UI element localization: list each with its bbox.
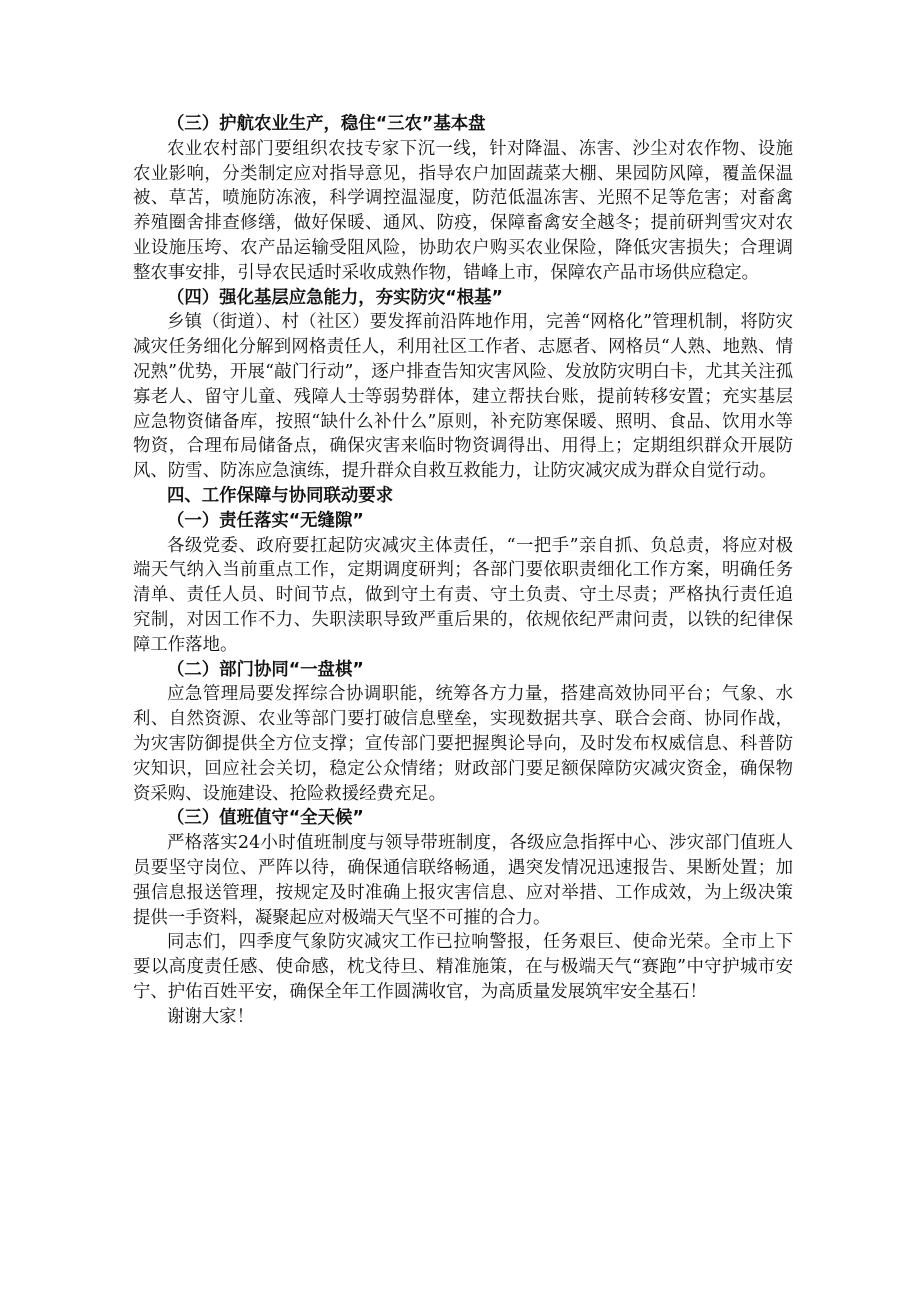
section-heading-guarantees: 四、工作保障与协同联动要求 — [167, 485, 394, 506]
document-body — [133, 112, 793, 1029]
subsection-heading-grassroots: （四）强化基层应急能力，夯实防灾“根基” — [167, 287, 503, 308]
paragraph-closing: 同志们，四季度气象防灾减灾工作已拉响警报，任务艰巨、使命光荣。全市上下要以高度责任感、使命感，枕戈待旦、精准施策，在与极端天气“赛跑”中守护城市安宁、护佑百姓平安，确保全年工作圆满收官，为高质量发展筑牢安全基石！ — [133, 932, 793, 1002]
paragraph-responsibility: 各级党委、政府要扛起防灾减灾主体责任，“一把手”亲自抓、负总责，将应对极端天气纳入当前重点工作，定期调度研判；各部门要依职责细化工作方案，明确任务清单、责任人员、时间节点，做到守土有责、守土负责、守土尽责；严格执行责任追究制，对因工作不力、失职渎职导致严重后果的，依规依纪严肃问责，以铁的纪律保障工作落地。 — [133, 535, 793, 655]
paragraph-thanks: 谢谢大家！ — [167, 1006, 254, 1027]
paragraph-duty: 严格落实24小时值班制度与领导带班制度，各级应急指挥中心、涉灾部门值班人员要坚守岗位、严阵以待，确保通信联络畅通，遇突发情况迅速报告、果断处置；加强信息报送管理，按规定及时准确上报灾害信息、应对举措、工作成效，为上级决策提供一手资料，凝聚起应对极端天气坚不可摧的合力。 — [133, 833, 793, 928]
paragraph-agriculture: 农业农村部门要组织农技专家下沉一线，针对降温、冻害、沙尘对农作物、设施农业影响，分类制定应对指导意见，指导农户加固蔬菜大棚、果园防风障，覆盖保温被、草苫，喷施防冻液，科学调控温湿度，防范低温冻害、光照不足等危害；对畜禽养殖圈舍排查修缮，做好保暖、通风、防疫，保障畜禽安全越冬；提前研判雪灾对农业设施压垮、农产品运输受阻风险，协助农户购买农业保险，降低灾害损失；合理调整农事安排，引导农民适时采收成熟作物，错峰上市，保障农产品市场供应稳定。 — [133, 138, 793, 283]
paragraph-coordination: 应急管理局要发挥综合协调职能，统筹各方力量，搭建高效协同平台；气象、水利、自然资源、农业等部门要打破信息壁垒，实现数据共享、联合会商、协同作战，为灾害防御提供全方位支撑；宣传部门要把握舆论导向，及时发布权威信息、科普防灾知识，回应社会关切，稳定公众情绪；财政部门要足额保障防灾减灾资金，确保物资采购、设施建设、抢险救援经费充足。 — [133, 684, 793, 804]
subsection-heading-coordination: （二）部门协同“一盘棋” — [167, 659, 364, 680]
subsection-heading-duty: （三）值班值守“全天候” — [167, 808, 364, 829]
subsection-heading-responsibility: （一）责任落实“无缝隙” — [167, 510, 364, 531]
subsection-heading-agriculture: （三）护航农业生产，稳住“三农”基本盘 — [167, 114, 486, 134]
paragraph-grassroots: 乡镇（街道）、村（社区）要发挥前沿阵地作用，完善“网格化”管理机制，将防灾减灾任务细化分解到网格责任人，利用社区工作者、志愿者、网格员“人熟、地熟、情况熟”优势，开展“敲门行动”，逐户排查告知灾害风险、发放防灾明白卡，尤其关注孤寡老人、留守儿童、残障人士等弱势群体，建立帮扶台账，提前转移安置；充实基层应急物资储备库，按照“缺什么补什么”原则，补充防寒保暖、照明、食品、饮用水等物资，合理布局储备点，确保灾害来临时物资调得出、用得上；定期组织群众开展防风、防雪、防冻应急演练，提升群众自救互救能力，让防灾减灾成为群众自觉行动。 — [133, 312, 793, 482]
